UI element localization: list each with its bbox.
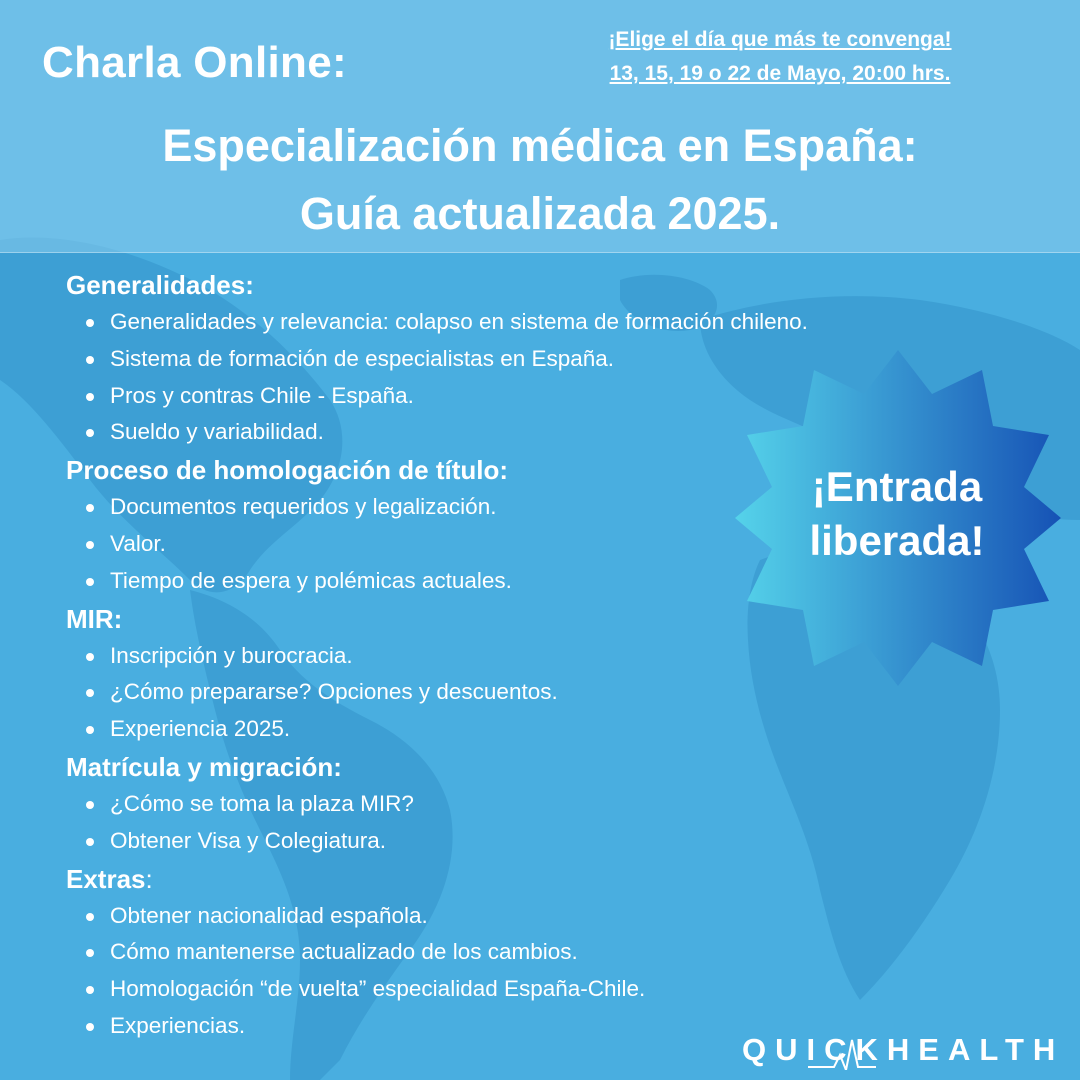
section-heading-extras [66, 860, 1046, 898]
list-item: Experiencias. [66, 1008, 1046, 1045]
list-item: ¿Cómo prepararse? Opciones y descuentos. [66, 674, 1046, 711]
list-item: Documentos requeridos y legalización. [66, 489, 1046, 526]
logo-wordmark: QUICKHEALTH [742, 1032, 1065, 1067]
bullet-list [66, 898, 1046, 1045]
section-heading: MIR: [66, 603, 123, 634]
list-item: Cómo mantenerse actualizado de los cambios. [66, 934, 1046, 971]
section-heading-text: Extras [66, 863, 146, 894]
list-item: Obtener nacionalidad española. [66, 898, 1046, 935]
page-title-line-1: Especialización médica en España: [162, 120, 918, 171]
section-heading-colon: : [145, 863, 153, 894]
list-item: Tiempo de espera y polémicas actuales. [66, 563, 1046, 600]
list-item: Sueldo y variabilidad. [66, 414, 1046, 451]
badge-line-1: ¡Entrada [811, 463, 983, 510]
list-item: Valor. [66, 526, 1046, 563]
choose-date-callout: ¡Elige el día que más te convenga! [608, 28, 952, 51]
event-type-label: Charla Online: [42, 38, 347, 87]
badge-label [762, 460, 1032, 568]
list-item: Experiencia 2025. [66, 711, 1046, 748]
list-item: Pros y contras Chile - España. [66, 378, 1046, 415]
agenda-section-extras [66, 860, 1046, 1045]
list-item: Generalidades y relevancia: colapso en sistema de formación chileno. [66, 304, 1046, 341]
section-heading: Generalidades: [66, 270, 254, 300]
quickhealth-logo [742, 1030, 1065, 1070]
agenda-section-matricula [66, 748, 1046, 860]
list-item: Sistema de formación de especialistas en España. [66, 341, 1046, 378]
list-item: Obtener Visa y Colegiatura. [66, 823, 1046, 860]
section-heading: Proceso de homologación de título: [66, 455, 509, 486]
section-heading: Matrícula y migración: [66, 751, 342, 782]
list-item: Homologación “de vuelta” especialidad España-Chile. [66, 971, 1046, 1008]
bullet-list [66, 786, 1046, 860]
event-dates: 13, 15, 19 o 22 de Mayo, 20:00 hrs. [609, 62, 951, 85]
list-item: ¿Cómo se toma la plaza MIR? [66, 786, 1046, 823]
badge-line-2: liberada! [809, 517, 985, 564]
list-item: Inscripción y burocracia. [66, 638, 1046, 675]
page-title-line-2: Guía actualizada 2025. [299, 188, 781, 239]
